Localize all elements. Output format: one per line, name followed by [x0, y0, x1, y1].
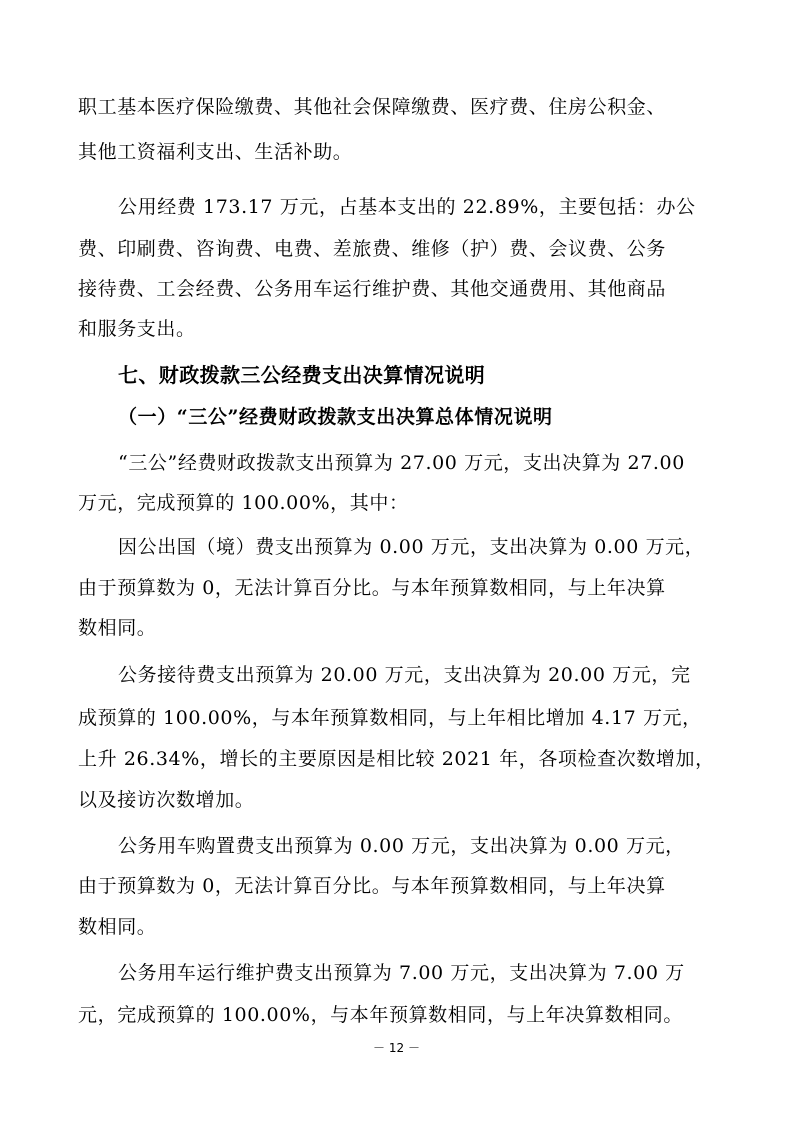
body-text-line: 成预算的 100.00%，与本年预算数相同，与上年相比增加 4.17 万元， [78, 707, 702, 729]
section-heading: 七、财政拨款三公经费支出决算情况说明 [118, 363, 486, 387]
body-text-line: 因公出国（境）费支出预算为 0.00 万元，支出决算为 0.00 万元， [118, 536, 705, 558]
body-text-line: 公务用车运行维护费支出预算为 7.00 万元，支出决算为 7.00 万 [118, 962, 685, 984]
body-text-line: 以及接访次数增加。 [78, 789, 255, 811]
body-text-line: 接待费、工会经费、公务用车运行维护费、其他交通费用、其他商品 [78, 278, 667, 300]
body-text-line: 公用经费 173.17 万元，占基本支出的 22.89%，主要包括：办公 [118, 196, 696, 218]
body-text-line: 其他工资福利支出、生活补助。 [78, 141, 353, 163]
body-text-line: 万元，完成预算的 100.00%，其中： [78, 492, 409, 514]
body-text-line: 上升 26.34%，增长的主要原因是相比较 2021 年，各项检查次数增加， [78, 748, 715, 770]
page-number: － 12 － [373, 1041, 420, 1055]
body-text-line: 职工基本医疗保险缴费、其他社会保障缴费、医疗费、住房公积金、 [78, 96, 667, 118]
body-text-line: 费、印刷费、咨询费、电费、差旅费、维修（护）费、会议费、公务 [78, 238, 667, 260]
body-text-line: “三公”经费财政拨款支出预算为 27.00 万元，支出决算为 27.00 [118, 452, 685, 474]
body-text-line: 数相同。 [78, 916, 157, 938]
body-text-line: 数相同。 [78, 617, 157, 639]
body-text-line: 由于预算数为 0，无法计算百分比。与本年预算数相同，与上年决算 [78, 577, 666, 599]
subsection-heading: （一）“三公”经费财政拨款支出决算总体情况说明 [118, 406, 553, 428]
body-text-line: 元，完成预算的 100.00%，与本年预算数相同，与上年决算数相同。 [78, 1004, 683, 1026]
body-text-line: 和服务支出。 [78, 318, 196, 340]
body-text-line: 由于预算数为 0，无法计算百分比。与本年预算数相同，与上年决算 [78, 875, 666, 897]
body-text-line: 公务用车购置费支出预算为 0.00 万元，支出决算为 0.00 万元， [118, 835, 685, 857]
body-text-line: 公务接待费支出预算为 20.00 万元，支出决算为 20.00 万元，完 [118, 664, 691, 686]
